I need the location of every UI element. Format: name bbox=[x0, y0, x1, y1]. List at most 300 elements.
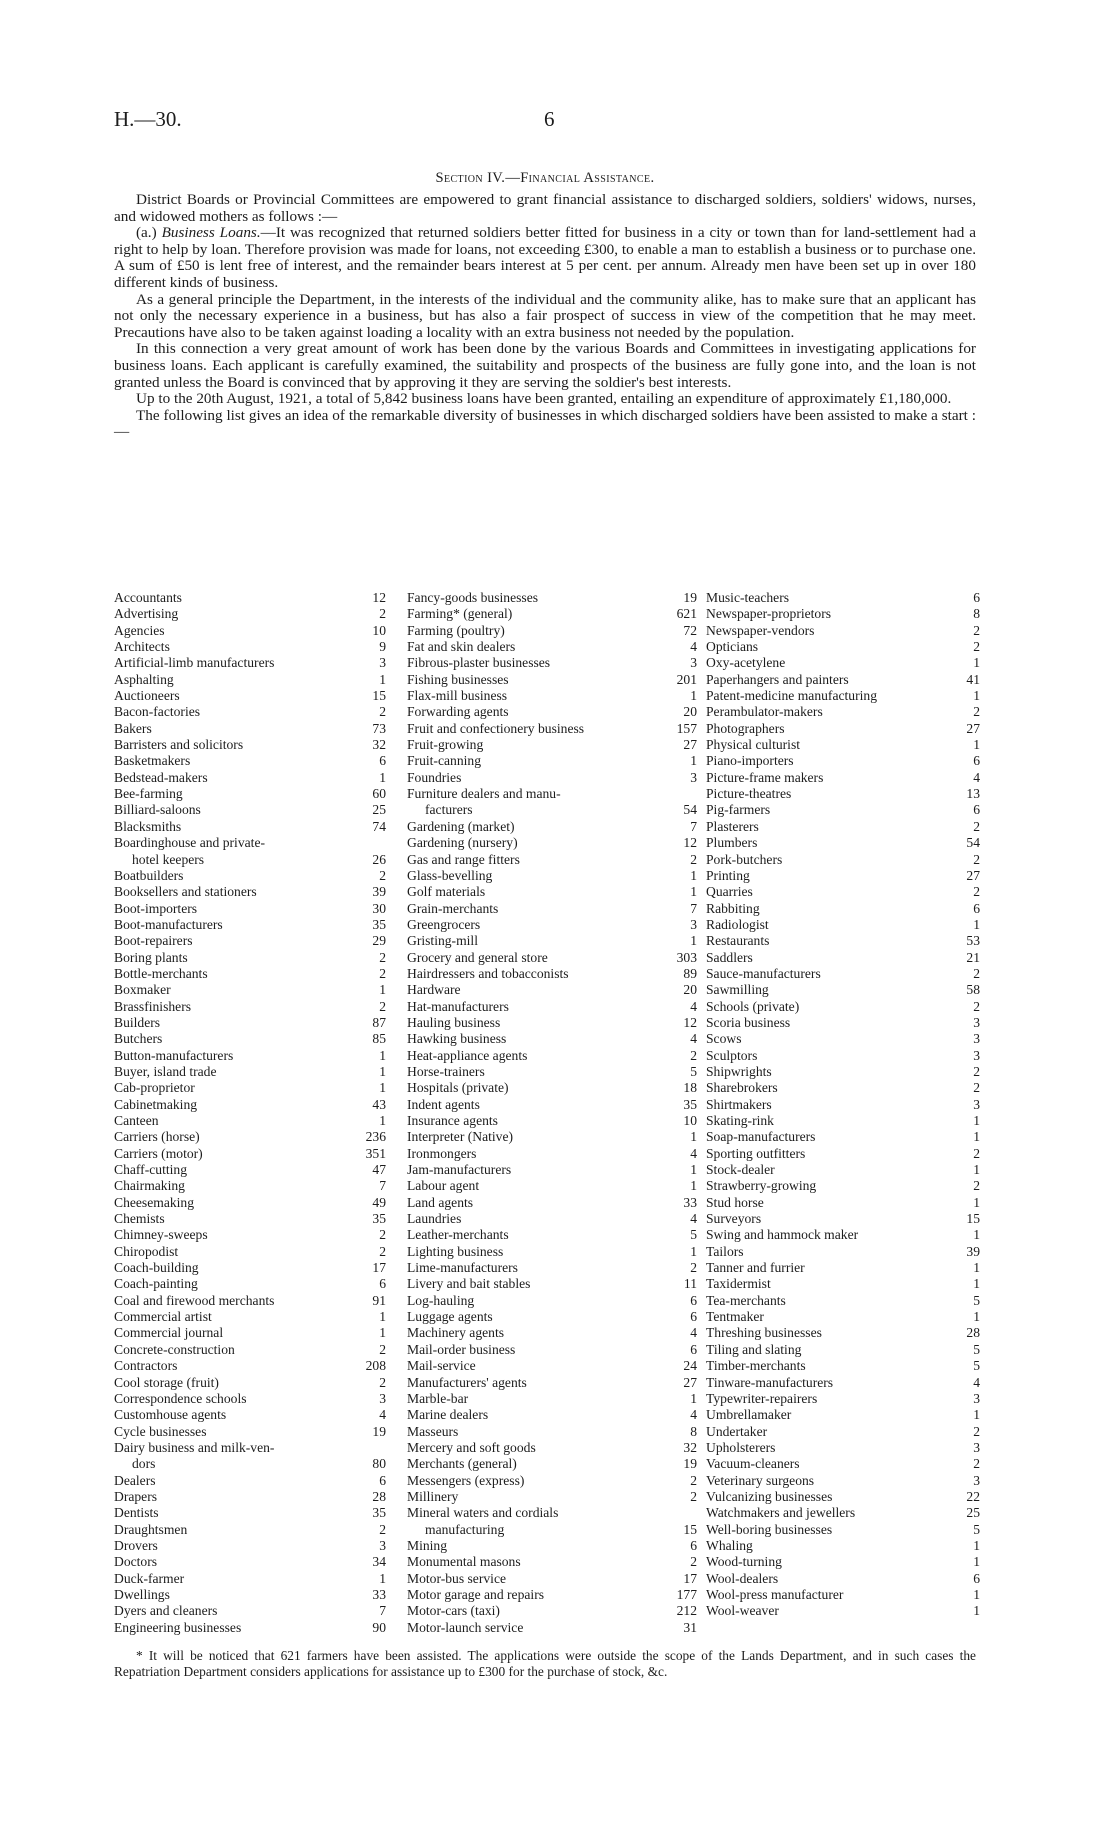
business-count: 19 bbox=[683, 1456, 697, 1472]
business-count: 28 bbox=[966, 1325, 980, 1341]
business-count: 1 bbox=[973, 1194, 980, 1210]
business-count: 9 bbox=[379, 639, 386, 655]
business-count: 2 bbox=[973, 998, 980, 1014]
list-item bbox=[706, 704, 980, 720]
list-item bbox=[114, 1309, 386, 1325]
list-item bbox=[407, 1587, 697, 1603]
list-item bbox=[706, 1473, 980, 1489]
business-name: Fancy-goods businesses bbox=[407, 590, 539, 605]
business-count: 1 bbox=[973, 1309, 980, 1325]
business-name: Sculptors bbox=[706, 1047, 758, 1063]
list-item bbox=[407, 1554, 697, 1570]
business-count: 3 bbox=[973, 1014, 980, 1030]
business-name: Button-manufacturers bbox=[114, 1047, 234, 1063]
list-item bbox=[706, 721, 980, 737]
business-count: 4 bbox=[690, 1325, 697, 1341]
business-count: 3 bbox=[973, 1031, 980, 1047]
business-count: 3 bbox=[690, 769, 697, 785]
list-item bbox=[407, 1080, 697, 1096]
list-item bbox=[706, 852, 980, 868]
business-name: Picture-theatres bbox=[706, 786, 792, 802]
business-count: 1 bbox=[690, 1162, 697, 1178]
business-name: Greengrocers bbox=[407, 916, 481, 932]
business-name: Gristing-mill bbox=[407, 933, 478, 949]
business-count: 1 bbox=[379, 1047, 386, 1063]
business-count: 3 bbox=[973, 1096, 980, 1112]
business-name: Coach-painting bbox=[114, 1276, 198, 1292]
business-count: 87 bbox=[372, 1014, 386, 1030]
business-count: 3 bbox=[973, 1047, 980, 1063]
business-name: Shirtmakers bbox=[706, 1096, 772, 1112]
business-name: Blacksmiths bbox=[114, 818, 182, 834]
business-name: Hawking business bbox=[407, 1031, 507, 1047]
business-count: 27 bbox=[966, 720, 980, 736]
list-item bbox=[407, 1407, 697, 1423]
business-count: 6 bbox=[379, 1276, 386, 1292]
business-name: Commercial artist bbox=[114, 1309, 212, 1325]
business-count: 90 bbox=[372, 1619, 386, 1635]
business-count: 2 bbox=[379, 965, 386, 981]
list-item bbox=[114, 1048, 386, 1064]
business-count: 1 bbox=[973, 1260, 980, 1276]
business-name: Farming (poultry) bbox=[407, 622, 505, 638]
list-item bbox=[706, 1587, 980, 1603]
business-count: 2 bbox=[973, 818, 980, 834]
page-header bbox=[114, 107, 976, 133]
list-item bbox=[407, 1391, 697, 1407]
list-item bbox=[114, 1276, 386, 1292]
list-item bbox=[706, 1015, 980, 1031]
list-item bbox=[114, 868, 386, 884]
list-item bbox=[114, 982, 386, 998]
business-name: Hauling business bbox=[407, 1014, 501, 1030]
business-name: Gas and range fitters bbox=[407, 851, 520, 867]
business-name: Correspondence schools bbox=[114, 1390, 247, 1406]
list-item bbox=[114, 1522, 386, 1538]
list-item bbox=[706, 1293, 980, 1309]
business-name: Marble-bar bbox=[407, 1390, 469, 1406]
business-count: 3 bbox=[379, 1537, 386, 1553]
business-count: 212 bbox=[676, 1603, 697, 1619]
business-count: 2 bbox=[379, 867, 386, 883]
list-item bbox=[407, 1244, 697, 1260]
business-name: Livery and bait stables bbox=[407, 1276, 531, 1292]
business-name: Glass-bevelling bbox=[407, 867, 493, 883]
business-name: Carriers (horse) bbox=[114, 1129, 200, 1145]
business-name: Mineral waters and cordials bbox=[407, 1505, 559, 1521]
list-item bbox=[706, 672, 980, 688]
list-item bbox=[407, 1048, 697, 1064]
business-count: 1 bbox=[973, 1586, 980, 1602]
business-name: Strawberry-growing bbox=[706, 1178, 817, 1194]
business-count: 2 bbox=[973, 1456, 980, 1472]
list-item bbox=[407, 1309, 697, 1325]
list-item bbox=[706, 1129, 980, 1145]
list-item bbox=[407, 688, 697, 704]
business-name: dors bbox=[132, 1456, 156, 1472]
business-name: Shipwrights bbox=[706, 1063, 772, 1079]
list-item bbox=[706, 1064, 980, 1080]
business-name: Vacuum-cleaners bbox=[706, 1456, 800, 1472]
business-count: 8 bbox=[973, 606, 980, 622]
business-name: Umbrellamaker bbox=[706, 1407, 792, 1423]
page-reference: H.—30. bbox=[114, 107, 182, 131]
business-name: Threshing businesses bbox=[706, 1325, 822, 1341]
business-count: 30 bbox=[372, 900, 386, 916]
business-count: 2 bbox=[379, 1521, 386, 1537]
list-item bbox=[706, 1048, 980, 1064]
business-name: Boring plants bbox=[114, 949, 188, 965]
business-count: 177 bbox=[676, 1586, 697, 1602]
business-name: Hardware bbox=[407, 982, 461, 998]
list-item bbox=[114, 688, 386, 704]
list-item bbox=[114, 1407, 386, 1423]
business-count: 6 bbox=[690, 1537, 697, 1553]
business-name: Patent-medicine manufacturing bbox=[706, 688, 877, 704]
business-name: Basketmakers bbox=[114, 753, 191, 769]
business-count: 80 bbox=[372, 1456, 386, 1472]
footnote: * It will be noticed that 621 farmers have been assisted. The applications were outside the scope of the Lands Department, and in such cases the Repatriation Department considers applications for assistance up to £300 for the purchase of stock, &c. bbox=[114, 1648, 976, 1679]
business-count: 20 bbox=[683, 704, 697, 720]
business-count: 7 bbox=[379, 1178, 386, 1194]
business-name: Machinery agents bbox=[407, 1325, 505, 1341]
business-name: Millinery bbox=[407, 1488, 459, 1504]
business-loans-paragraph: (a.) Business Loans.—It was recognized that returned soldiers better fitted for business in a city or town than for land-settlement had a right to help by loan. Therefore provision was made for loans, not exceeding £300, to enable a man to establish a business or to purchase one. A sum of £50 is lent free of interest, and the remainder bears interest at 5 per cent. per annum. Already men have been set up in over 180 different kinds of business. bbox=[114, 224, 976, 291]
list-item bbox=[407, 786, 697, 802]
business-name: Leather-merchants bbox=[407, 1227, 509, 1243]
list-item bbox=[407, 1375, 697, 1391]
business-name: Brassfinishers bbox=[114, 998, 192, 1014]
list-item bbox=[407, 1031, 697, 1047]
business-name: Fruit-canning bbox=[407, 753, 481, 769]
business-count: 201 bbox=[676, 671, 697, 687]
list-item bbox=[407, 1195, 697, 1211]
list-item bbox=[407, 1505, 697, 1521]
business-count: 10 bbox=[683, 1113, 697, 1128]
business-name: Auctioneers bbox=[114, 688, 180, 704]
business-count: 4 bbox=[690, 1211, 697, 1227]
business-count: 2 bbox=[973, 965, 980, 981]
business-list-column-3 bbox=[706, 590, 980, 1620]
business-name: Paperhangers and painters bbox=[706, 671, 849, 687]
list-item bbox=[114, 819, 386, 835]
business-count: 1 bbox=[690, 753, 697, 769]
list-item bbox=[114, 672, 386, 688]
list-item bbox=[706, 917, 980, 933]
list-item bbox=[407, 1325, 697, 1341]
business-count: 41 bbox=[966, 671, 980, 687]
business-count: 2 bbox=[379, 1374, 386, 1390]
list-item bbox=[706, 639, 980, 655]
business-name: Mining bbox=[407, 1537, 448, 1553]
business-count: 3 bbox=[379, 655, 386, 671]
list-item bbox=[407, 623, 697, 639]
business-count: 2 bbox=[973, 1178, 980, 1194]
business-count: 6 bbox=[973, 802, 980, 818]
list-item bbox=[706, 1309, 980, 1325]
business-name: Grocery and general store bbox=[407, 949, 548, 965]
list-item bbox=[407, 655, 697, 671]
business-name: Wool-dealers bbox=[706, 1570, 779, 1586]
business-name: Rabbiting bbox=[706, 900, 760, 916]
business-name: Accountants bbox=[114, 590, 182, 605]
list-item bbox=[114, 966, 386, 982]
business-name: Buyer, island trade bbox=[114, 1063, 217, 1079]
list-item bbox=[706, 819, 980, 835]
list-item bbox=[706, 1162, 980, 1178]
list-item bbox=[114, 1358, 386, 1374]
business-name: Drapers bbox=[114, 1488, 158, 1504]
business-count: 7 bbox=[690, 900, 697, 916]
business-count: 1 bbox=[379, 769, 386, 785]
business-count: 6 bbox=[690, 1292, 697, 1308]
business-count: 6 bbox=[973, 753, 980, 769]
business-name: Scows bbox=[706, 1031, 742, 1047]
list-item bbox=[706, 1146, 980, 1162]
business-name: Stud horse bbox=[706, 1194, 764, 1210]
business-name: Horse-trainers bbox=[407, 1063, 485, 1079]
business-name: Contractors bbox=[114, 1358, 178, 1374]
list-item bbox=[706, 835, 980, 851]
business-name: Bottle-merchants bbox=[114, 965, 208, 981]
business-name: Bedstead-makers bbox=[114, 769, 208, 785]
business-name: Gardening (nursery) bbox=[407, 835, 518, 851]
business-name: Commercial journal bbox=[114, 1325, 224, 1341]
business-count: 4 bbox=[973, 1374, 980, 1390]
business-count: 2 bbox=[690, 1472, 697, 1488]
business-name: Carriers (motor) bbox=[114, 1145, 203, 1161]
business-count: 25 bbox=[966, 1505, 980, 1521]
business-name: Merchants (general) bbox=[407, 1456, 517, 1472]
business-name: Bacon-factories bbox=[114, 704, 201, 720]
business-count: 2 bbox=[690, 1488, 697, 1504]
business-name: facturers bbox=[425, 802, 473, 818]
business-count: 85 bbox=[372, 1031, 386, 1047]
list-item bbox=[706, 1195, 980, 1211]
list-item bbox=[706, 1554, 980, 1570]
business-name: Tailors bbox=[706, 1243, 744, 1259]
business-count: 39 bbox=[372, 884, 386, 900]
business-count: 58 bbox=[966, 982, 980, 998]
business-count: 27 bbox=[966, 867, 980, 883]
list-item bbox=[114, 1097, 386, 1113]
business-count: 4 bbox=[379, 1407, 386, 1423]
list-item bbox=[407, 1097, 697, 1113]
business-count: 2 bbox=[690, 1260, 697, 1276]
business-name: Cabinetmaking bbox=[114, 1096, 198, 1112]
list-item bbox=[114, 1080, 386, 1096]
business-count: 1 bbox=[973, 916, 980, 932]
business-count: 60 bbox=[372, 786, 386, 802]
list-item bbox=[407, 1276, 697, 1292]
business-count: 1 bbox=[973, 1407, 980, 1423]
business-name: Billiard-saloons bbox=[114, 802, 201, 818]
list-item bbox=[114, 1064, 386, 1080]
business-name: Bakers bbox=[114, 720, 152, 736]
list-item bbox=[114, 704, 386, 720]
list-item bbox=[706, 950, 980, 966]
business-name: Wood-turning bbox=[706, 1554, 782, 1570]
business-name: Lighting business bbox=[407, 1243, 504, 1259]
business-name: Wool-weaver bbox=[706, 1603, 779, 1619]
list-item bbox=[407, 868, 697, 884]
business-count: 157 bbox=[676, 720, 697, 736]
business-name: Schools (private) bbox=[706, 998, 800, 1014]
list-item bbox=[407, 639, 697, 655]
business-name: Vulcanizing businesses bbox=[706, 1488, 833, 1504]
business-name: Soap-manufacturers bbox=[706, 1129, 816, 1145]
list-item bbox=[407, 901, 697, 917]
business-name: Flax-mill business bbox=[407, 688, 508, 704]
business-name: Coach-building bbox=[114, 1260, 199, 1276]
list-item bbox=[114, 1587, 386, 1603]
investigation-paragraph: In this connection a very great amount of work has been done by the various Boards and Committees in investigating applications for business loans. Each applicant is carefully examined, the suitability and prospects of the business are fully gone into, and the loan is not granted unless the Board is convinced that by approving it they are serving the soldier's best interests. bbox=[114, 340, 976, 391]
list-item bbox=[114, 1227, 386, 1243]
business-name: Veterinary surgeons bbox=[706, 1472, 815, 1488]
list-item bbox=[114, 1211, 386, 1227]
list-item bbox=[114, 1195, 386, 1211]
business-name: Ironmongers bbox=[407, 1145, 477, 1161]
business-count: 1 bbox=[973, 1227, 980, 1243]
list-item bbox=[706, 786, 980, 802]
business-count: 74 bbox=[372, 818, 386, 834]
business-name: Jam-manufacturers bbox=[407, 1162, 512, 1178]
business-count: 10 bbox=[372, 622, 386, 638]
business-name: Fruit and confectionery business bbox=[407, 720, 585, 736]
list-item bbox=[114, 1260, 386, 1276]
business-name: Tiling and slating bbox=[706, 1341, 802, 1357]
business-count: 4 bbox=[973, 769, 980, 785]
list-item bbox=[706, 770, 980, 786]
business-count: 13 bbox=[966, 786, 980, 802]
list-item bbox=[114, 1293, 386, 1309]
business-name: Doctors bbox=[114, 1554, 158, 1570]
business-count: 5 bbox=[690, 1227, 697, 1243]
list-item bbox=[407, 1424, 697, 1440]
list-item bbox=[407, 606, 697, 622]
business-count: 5 bbox=[973, 1292, 980, 1308]
business-name: Motor-bus service bbox=[407, 1570, 507, 1586]
business-count: 1 bbox=[973, 1554, 980, 1570]
business-count: 351 bbox=[365, 1145, 386, 1161]
list-item bbox=[114, 590, 386, 606]
business-count: 34 bbox=[372, 1554, 386, 1570]
list-item bbox=[114, 1146, 386, 1162]
business-count: 5 bbox=[690, 1063, 697, 1079]
business-count: 1 bbox=[379, 982, 386, 998]
business-count: 1 bbox=[690, 688, 697, 704]
list-item bbox=[706, 1440, 980, 1456]
business-name: Undertaker bbox=[706, 1423, 768, 1439]
business-name: Draughtsmen bbox=[114, 1521, 188, 1537]
list-item bbox=[407, 1603, 697, 1619]
business-count: 3 bbox=[690, 655, 697, 671]
business-count: 3 bbox=[973, 1472, 980, 1488]
business-name: Whaling bbox=[706, 1537, 753, 1553]
business-count: 1 bbox=[973, 1129, 980, 1145]
list-item bbox=[407, 704, 697, 720]
business-name: Laundries bbox=[407, 1211, 462, 1227]
business-count: 2 bbox=[973, 1423, 980, 1439]
business-count: 17 bbox=[372, 1260, 386, 1276]
business-count: 35 bbox=[372, 1505, 386, 1521]
business-count: 5 bbox=[973, 1358, 980, 1374]
list-item bbox=[114, 999, 386, 1015]
business-count: 35 bbox=[372, 1211, 386, 1227]
list-item bbox=[114, 1473, 386, 1489]
list-item bbox=[407, 1620, 697, 1636]
business-name: Furniture dealers and manu- bbox=[407, 786, 561, 802]
business-count: 18 bbox=[683, 1080, 697, 1096]
list-item bbox=[114, 802, 386, 818]
business-name: Dwellings bbox=[114, 1586, 170, 1602]
list-item bbox=[114, 1505, 386, 1521]
business-count: 19 bbox=[372, 1423, 386, 1439]
business-count: 27 bbox=[683, 737, 697, 753]
business-name: Heat-appliance agents bbox=[407, 1047, 528, 1063]
intro-paragraph: District Boards or Provincial Committees are empowered to grant financial assistance to discharged soldiers, soldiers' widows, nurses, and widowed mothers as follows :— bbox=[114, 191, 976, 225]
business-count: 6 bbox=[379, 753, 386, 769]
business-count: 2 bbox=[379, 1341, 386, 1357]
business-name: Photographers bbox=[706, 720, 785, 736]
business-name: Fishing businesses bbox=[407, 671, 509, 687]
list-item bbox=[706, 606, 980, 622]
list-item bbox=[407, 966, 697, 982]
section-title: Section IV.—Financial Assistance. bbox=[435, 170, 655, 186]
business-name: Stock-dealer bbox=[706, 1162, 775, 1178]
business-count: 1 bbox=[973, 688, 980, 704]
business-count: 4 bbox=[690, 1031, 697, 1047]
business-name: Artificial-limb manufacturers bbox=[114, 655, 275, 671]
general-principle-paragraph: As a general principle the Department, in the interests of the individual and the community alike, has to make sure that an applicant has not only the necessary experience in a business, but has also a fair prospect of success in view of the competition that he may meet. Precautions have also to be taken against loading a locality with an extra business not needed by the population. bbox=[114, 290, 976, 341]
page-number: 6 bbox=[544, 107, 555, 131]
business-count: 2 bbox=[973, 884, 980, 900]
business-count: 6 bbox=[690, 1309, 697, 1325]
business-name: Oxy-acetylene bbox=[706, 655, 786, 671]
business-count: 43 bbox=[372, 1096, 386, 1112]
business-name: manufacturing bbox=[425, 1521, 505, 1537]
business-count: 12 bbox=[683, 1014, 697, 1030]
business-name: Boot-manufacturers bbox=[114, 916, 223, 932]
list-item bbox=[706, 737, 980, 753]
business-count: 2 bbox=[379, 998, 386, 1014]
business-name: Hat-manufacturers bbox=[407, 998, 509, 1014]
business-name: Boxmaker bbox=[114, 982, 171, 998]
list-item bbox=[114, 901, 386, 917]
list-item bbox=[114, 721, 386, 737]
list-item bbox=[407, 1113, 697, 1129]
business-count: 1 bbox=[973, 1276, 980, 1292]
business-count: 4 bbox=[690, 998, 697, 1014]
list-item bbox=[407, 852, 697, 868]
business-name: Plumbers bbox=[706, 835, 758, 851]
list-item bbox=[706, 999, 980, 1015]
business-count: 20 bbox=[683, 982, 697, 998]
business-count: 1 bbox=[379, 1113, 386, 1128]
list-item bbox=[706, 1538, 980, 1554]
business-name: Saddlers bbox=[706, 949, 753, 965]
business-count: 2 bbox=[690, 851, 697, 867]
list-item bbox=[407, 933, 697, 949]
business-name: Motor-cars (taxi) bbox=[407, 1603, 500, 1619]
list-item bbox=[407, 1342, 697, 1358]
business-count: 1 bbox=[973, 1603, 980, 1619]
business-name: Restaurants bbox=[706, 933, 770, 949]
list-item bbox=[706, 1097, 980, 1113]
list-item bbox=[407, 1538, 697, 1554]
business-name: Tinware-manufacturers bbox=[706, 1374, 834, 1390]
business-count: 1 bbox=[379, 1063, 386, 1079]
